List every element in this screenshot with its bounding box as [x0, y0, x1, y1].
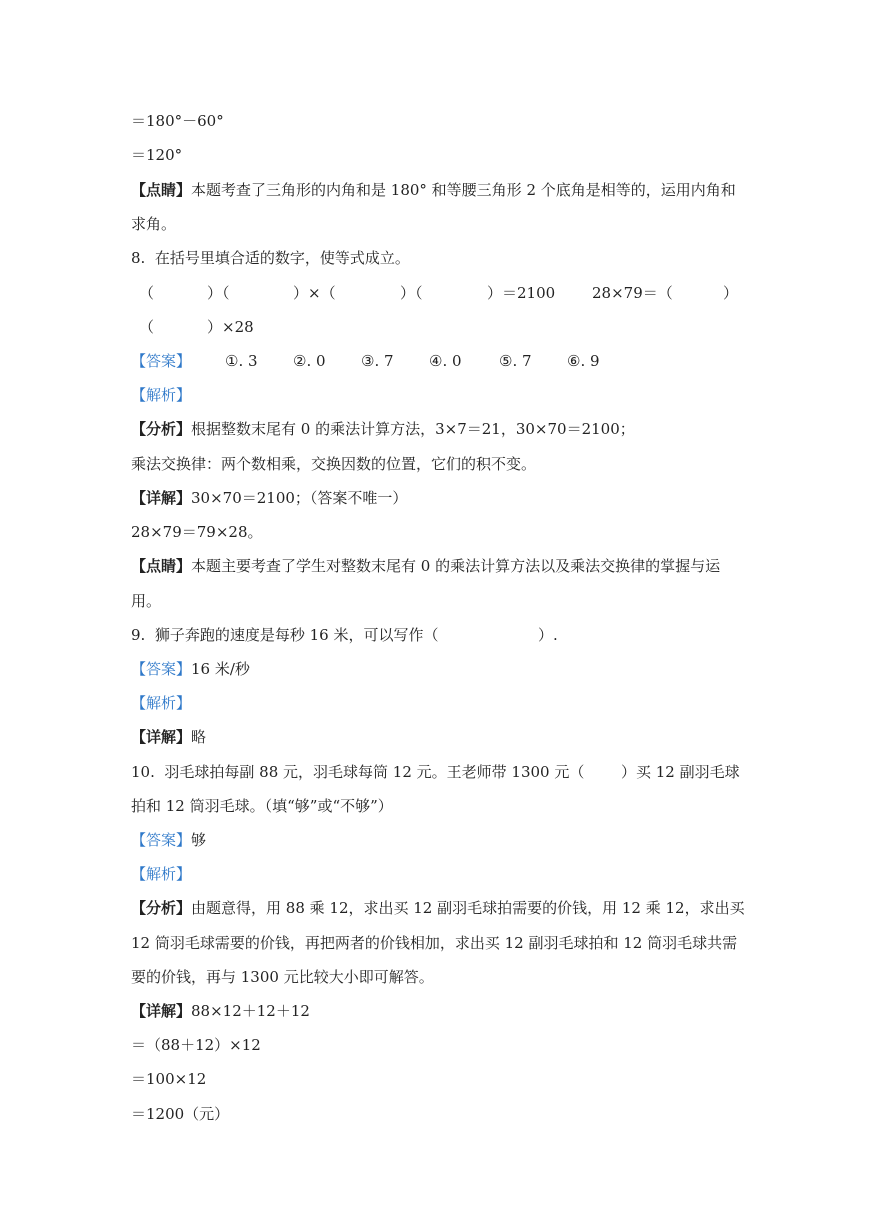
dianjing-text: 本题主要考查了学生对整数末尾有 0 的乘法计算方法以及乘法交换律的掌握与运	[191, 557, 721, 575]
dianjing-cont: 求角。	[131, 215, 177, 233]
answer-line	[131, 659, 250, 679]
calc-line: ＝180°－60°	[131, 112, 224, 130]
answer-tag: 【答案】	[131, 831, 192, 849]
blank-paren: ）（	[400, 284, 423, 302]
answer-text: 够	[191, 831, 207, 849]
answer-3: ③. 7	[361, 352, 394, 370]
fenxi-text: 由题意得，用 88 乘 12，求出买 12 副羽毛球拍需要的价钱，用 12 乘 12，求出买	[191, 899, 745, 917]
answer-5: ⑤. 7	[499, 352, 532, 370]
xiangjie-line	[131, 488, 407, 508]
fenxi-cont: 12 筒羽毛球需要的价钱，再把两者的价钱相加，求出买 12 副羽毛球拍和 12 筒羽毛球共需	[131, 934, 738, 952]
calc-line: ＝1200（元）	[131, 1105, 230, 1123]
fenxi-tag: 【分析】	[131, 899, 192, 917]
calc-line: ＝100×12	[131, 1070, 207, 1088]
dianjing-line	[131, 556, 720, 576]
equation-3: ）×28	[207, 318, 254, 336]
blank-paren: ）	[723, 284, 739, 302]
answer-text: 16 米/秒	[191, 660, 250, 678]
fenxi-text: 根据整数末尾有 0 的乘法计算方法，3×7＝21，30×70＝2100；	[191, 420, 635, 438]
answer-4: ④. 0	[429, 352, 462, 370]
equation-2: 28×79＝（	[592, 284, 673, 302]
fenxi-line	[131, 898, 745, 918]
question-10-cont: ）买 12 副羽毛球	[621, 763, 740, 781]
fenxi-line	[131, 419, 635, 439]
calc-line: ＝（88＋12）×12	[131, 1036, 261, 1054]
dianjing-cont: 用。	[131, 592, 162, 610]
xiangjie-line	[131, 1001, 310, 1021]
calc-line: ＝120°	[131, 146, 183, 164]
question-10: 10. 羽毛球拍每副 88 元，羽毛球每筒 12 元。王老师带 1300 元（	[131, 763, 585, 781]
jiexi-tag: 【解析】	[131, 386, 192, 404]
blank-paren: （	[139, 318, 155, 336]
question-8: 8. 在括号里填合适的数字，使等式成立。	[131, 249, 410, 267]
fenxi-cont: 乘法交换律：两个数相乘，交换因数的位置，它们的积不变。	[131, 455, 537, 473]
fenxi-cont: 要的价钱，再与 1300 元比较大小即可解答。	[131, 968, 434, 986]
dianjing-text: 本题考查了三角形的内角和是 180° 和等腰三角形 2 个底角是相等的，运用内角和	[191, 181, 736, 199]
question-9: 9. 狮子奔跑的速度是每秒 16 米，可以写作（	[131, 626, 439, 644]
xiangjie-tag: 【详解】	[131, 1002, 192, 1020]
xiangjie-cont: 28×79＝79×28。	[131, 523, 263, 541]
answer-tag: 【答案】	[131, 352, 192, 370]
answer-2: ②. 0	[293, 352, 326, 370]
question-9-end: ）.	[538, 626, 558, 644]
xiangjie-text: 30×70＝2100；（答案不唯一）	[191, 489, 408, 507]
jiexi-tag: 【解析】	[131, 865, 192, 883]
xiangjie-tag: 【详解】	[131, 489, 192, 507]
dianjing-tag: 【点睛】	[131, 181, 192, 199]
xiangjie-text: 略	[191, 728, 207, 746]
answer-1: ①. 3	[225, 352, 258, 370]
equation-result: ）＝2100	[487, 284, 556, 302]
answer-6: ⑥. 9	[567, 352, 600, 370]
answer-line	[131, 830, 206, 850]
xiangjie-tag: 【详解】	[131, 728, 192, 746]
xiangjie-line	[131, 727, 206, 747]
blank-paren: （	[139, 284, 155, 302]
blank-paren: ）×（	[293, 284, 336, 302]
question-10-line2: 拍和 12 筒羽毛球。（填“够”或“不够”）	[131, 797, 393, 815]
answer-tag: 【答案】	[131, 660, 192, 678]
dianjing-tag: 【点睛】	[131, 557, 192, 575]
dianjing-line	[131, 180, 736, 200]
blank-paren: ）（	[207, 284, 230, 302]
fenxi-tag: 【分析】	[131, 420, 192, 438]
xiangjie-text: 88×12＋12＋12	[191, 1002, 310, 1020]
jiexi-tag: 【解析】	[131, 694, 192, 712]
